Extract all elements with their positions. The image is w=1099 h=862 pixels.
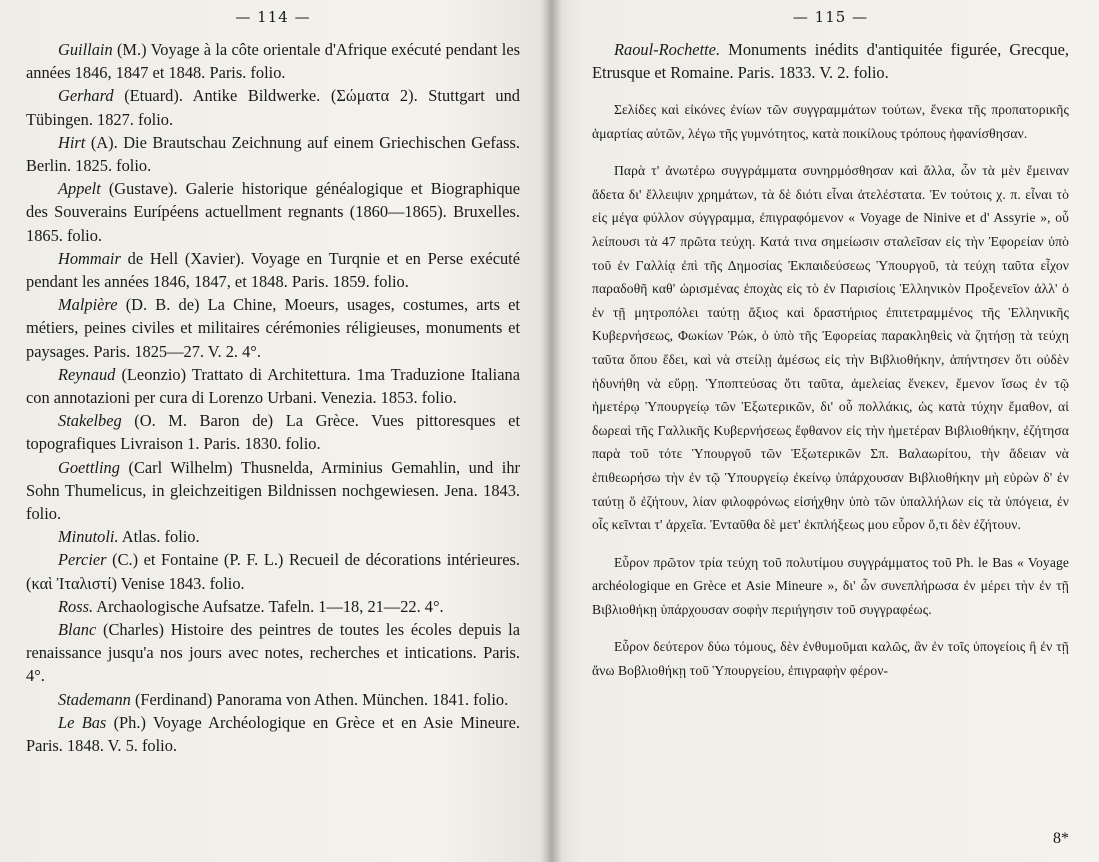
entry-author: Raoul-Rochette. [614, 40, 721, 59]
greek-paragraph-4: Εὗρον δεύτερον δύω τόμους, δὲν ἐνθυμοῦμαι καλῶς, ἂν ἐν τοῖς ὑπογείοις ἢ ἐν τῇ ἄνω Βοβλιοθήκῃ τοῦ Ὑπουργείου, ἐπιγραφὴν φέρον- [592, 639, 1069, 679]
entry-author: Gerhard [58, 86, 114, 106]
entry-author: Stakelbeg [58, 411, 122, 431]
right-page [548, 0, 1099, 862]
entry-author: Percier [58, 550, 107, 570]
entry-author: Appelt [58, 179, 101, 199]
bibliography-entry [26, 247, 520, 293]
bibliography-entry [26, 618, 520, 688]
bibliography-entry [26, 131, 520, 177]
signature-mark: 8* [1053, 830, 1069, 847]
bibliography-entry [592, 38, 1069, 84]
entry-text: (Ferdinand) Panorama von Athen. München. 1841. folio. [130, 689, 509, 709]
greek-paragraph-3: Εὗρον πρῶτον τρία τεύχη τοῦ πολυτίμου συγγράμματος τοῦ Ph. le Bas « Voyage archéologique en Grèce et Asie Mineure », δι' ὧν συνεπλήρωσα ἐν μέρει τὴν ἐν τῇ Βιβλιοθήκῃ ὑπάρχουσαν σοφὴν περιήγησιν τοῦ συγγραφέως. [592, 554, 1069, 617]
entry-text: (C.) et Fontaine (P. F. L.) Recueil de décorations intérieures. (καὶ Ἰταλιστί) Venise 1843. folio. [26, 550, 520, 593]
bibliography-entry [26, 363, 520, 409]
entry-text: (Ph.) Voyage Archéologique en Grèce et en Asie Mineure. Paris. 1848. V. 5. folio. [26, 712, 520, 756]
entry-text: (D. B. de) La Chine, Moeurs, usages, costumes, arts et métiers, peines civiles et militaires cérémonies réligieuses, monuments et paysages. Paris. 1825—27. V. 2. 4°. [26, 295, 520, 361]
entry-author: Guillain [58, 40, 113, 59]
bibliography-entry [26, 688, 520, 711]
entry-text: (O. M. Baron de) La Grèce. Vues pittoresques et topografiques Livraison 1. Paris. 1830. folio. [26, 411, 520, 454]
entry-author: Blanc [58, 620, 97, 640]
entry-text: (Carl Wilhelm) Thusnelda, Arminius Gemahlin, und ihr Sohn Thumelicus, in gleichzeitigen Bildnissen nochgewiesen. Jena. 1843. folio. [26, 457, 520, 524]
bibliography-entry [26, 548, 520, 594]
greek-paragraph-2: Παρὰ τ' ἀνωτέρω συγγράμματα συνηρμόσθησαν καὶ ἄλλα, ὧν τὰ μὲν ἔμειναν ἄδετα δι' ἔλλειψιν χρημάτων, τὰ δὲ διότι εἶναι ἀτελέστατα. Ἐν τούτοις χ. π. εἶναι τὸ εἰς μέγα φύλλον σύγγραμμα, ἐπιγραφόμενον « Voyage de Ninive et d' Assyrie », οὗ λείπουσι τὰ 47 πρῶτα τεύχη. Κατά τινα σημείωσιν σταλεῖσαν εἰς τὴν Ἐφορείαν ὑπὸ τοῦ ἐν Γαλλίᾳ ἐπὶ τῆς Δημοσίας Ἐκπαιδεύσεως Ὑπουργοῦ, τὰ τεύχη ταῦτα εἶχον παραδοθῆ καθ' ὡρισμένας ἐποχὰς εἰς τὸ ἐν Παρισίοις Ἑλληνικὸν Προξενεῖον ἀλλ' ὁ ἐν τῇ μητροπόλει ταύτῃ ἄξιος καὶ δραστήριος ἐπιτετραμμένος τῆς Ἑλληνικῆς Κυβερνήσεως, Φωκίων Ῥώκ, ὁ ὑπὸ τῆς Ἐφορείας παρακληθεὶς νὰ ζητήσῃ τὰ τεύχη ταῦτα ὅπου ἔδει, καὶ νὰ στείλῃ ἀμέσως εἰς τὴν Βιβλιοθήκην, ἀπήντησεν ὅτι οὐδὲν ἠδυνήθη νὰ εὕρῃ. Ὑποπτεύσας ὅτι ταῦτα, ἀμελείας ἕνεκεν, ἔμενον ἴσως ἐν τῷ ἡμετέρῳ Ὑπουργείῳ τῶν Ἐξωτερικῶν, δι' οὗ πολλάκις, ὡς κατὰ τύχην ἔμαθον, αἱ δωρεαὶ τῆς Γαλλικῆς Κυβερνήσεως ἔφθανον εἰς τὴν ἡμετέραν Βιβλιοθήκην, ἐζήτησα παρὰ τοῦ τότε Ὑπουργοῦ τῶν Ἐξωτερικῶν Σπ. Βαλαωρίτου, τὴν ἄδειαν νὰ ἐπιθεωρήσω τὴν ἐν τῷ Ὑπουργείῳ ἐκείνῳ ὑπάρχουσαν Βιβλιοθήκην μὴ εὑρὼν δ' ἐν ταύτῃ ὅ ἐζήτουν, λίαν φιλοφρόνως εἰσήχθην ὑπὸ τῶν ὑπαλλήλων εἰς τὰ ὑπόγεια, ἐν οἷς κεῖνται τ' ἀρχεῖα. Ἐνταῦθα δὲ μετ' ἐκπλήξεως μου εὗρον ὅ,τι δὲν ἐζήτουν. [592, 163, 1069, 533]
entry-author: Hommair [58, 248, 121, 268]
entry-text: (A). Die Brautschau Zeichnung auf einem Griechischen Gefass. Berlin. 1825. folio. [26, 132, 520, 176]
left-page [0, 0, 548, 862]
entry-author: Stademann [58, 689, 131, 709]
entry-text: Monuments inédits d'antiquitée figurée, Grecque, Etrusque et Romaine. Paris. 1833. V. 2. folio. [592, 40, 1069, 82]
bibliography-entry [26, 84, 520, 130]
page-number-left: — 114 — [235, 8, 311, 26]
bibliography-entry [26, 711, 520, 757]
entry-author: Hirt [58, 132, 86, 152]
bibliography-entry [26, 525, 520, 548]
entry-author: Ross. [58, 596, 94, 616]
entry-author: Malpière [58, 295, 118, 315]
entry-text: de Hell (Xavier). Voyage en Turqnie et en Perse exécuté pendant les années 1846, 1847, et 1848. Paris. 1859. folio. [26, 248, 520, 292]
entry-text: Atlas. folio. [118, 527, 200, 547]
entry-author: Reynaud [58, 364, 116, 384]
entry-text: (Charles) Histoire des peintres de toutes les écoles depuis la renaissance jusqu'a nos jours avec notes, recherches et intications. Paris. 4°. [26, 620, 520, 686]
bibliography-entry [26, 595, 520, 618]
right-page-body [592, 38, 1069, 683]
entry-text: (Etuard). Antike Bildwerke. (Σώματα 2). Stuttgart und Tübingen. 1827. folio. [26, 86, 520, 129]
entry-author: Goettling [58, 457, 120, 477]
page-number-right: — 115 — [792, 8, 869, 26]
bibliography-entry [26, 38, 520, 84]
bibliography-list-left [26, 38, 520, 757]
bibliography-entry [26, 456, 520, 526]
entry-text: (Leonzio) Trattato di Architettura. 1ma Traduzione Italiana con annotazioni per cura di Lorenzo Urbani. Venezia. 1853. folio. [26, 364, 520, 408]
bibliography-entry [26, 177, 520, 247]
greek-paragraph-1: Σελίδες καὶ εἰκόνες ἐνίων τῶν συγγραμμάτων τούτων, ἕνεκα τῆς προπατορικῆς ἁμαρτίας αὐτῶν, λέγω τῆς γυμνότητος, κατὰ ποικίλους τρόπους ἠφανίσθησαν. [592, 102, 1069, 141]
entry-text: (Gustave). Galerie historique généalogique et Biographique des Souverains Eurípéens actuellment regnants (1860—1865). Bruxelles. 1865. folio. [26, 179, 520, 245]
entry-text: (M.) Voyage à la côte orientale d'Afrique exécuté pendant les années 1846, 1847 et 1848. Paris. folio. [26, 40, 520, 83]
entry-author: Le Bas [58, 712, 107, 732]
bibliography-entry [26, 409, 520, 455]
entry-text: Archaologische Aufsatze. Tafeln. 1—18, 21—22. 4°. [93, 596, 444, 616]
bibliography-entry [26, 293, 520, 363]
entry-author: Minutoli. [58, 527, 119, 547]
